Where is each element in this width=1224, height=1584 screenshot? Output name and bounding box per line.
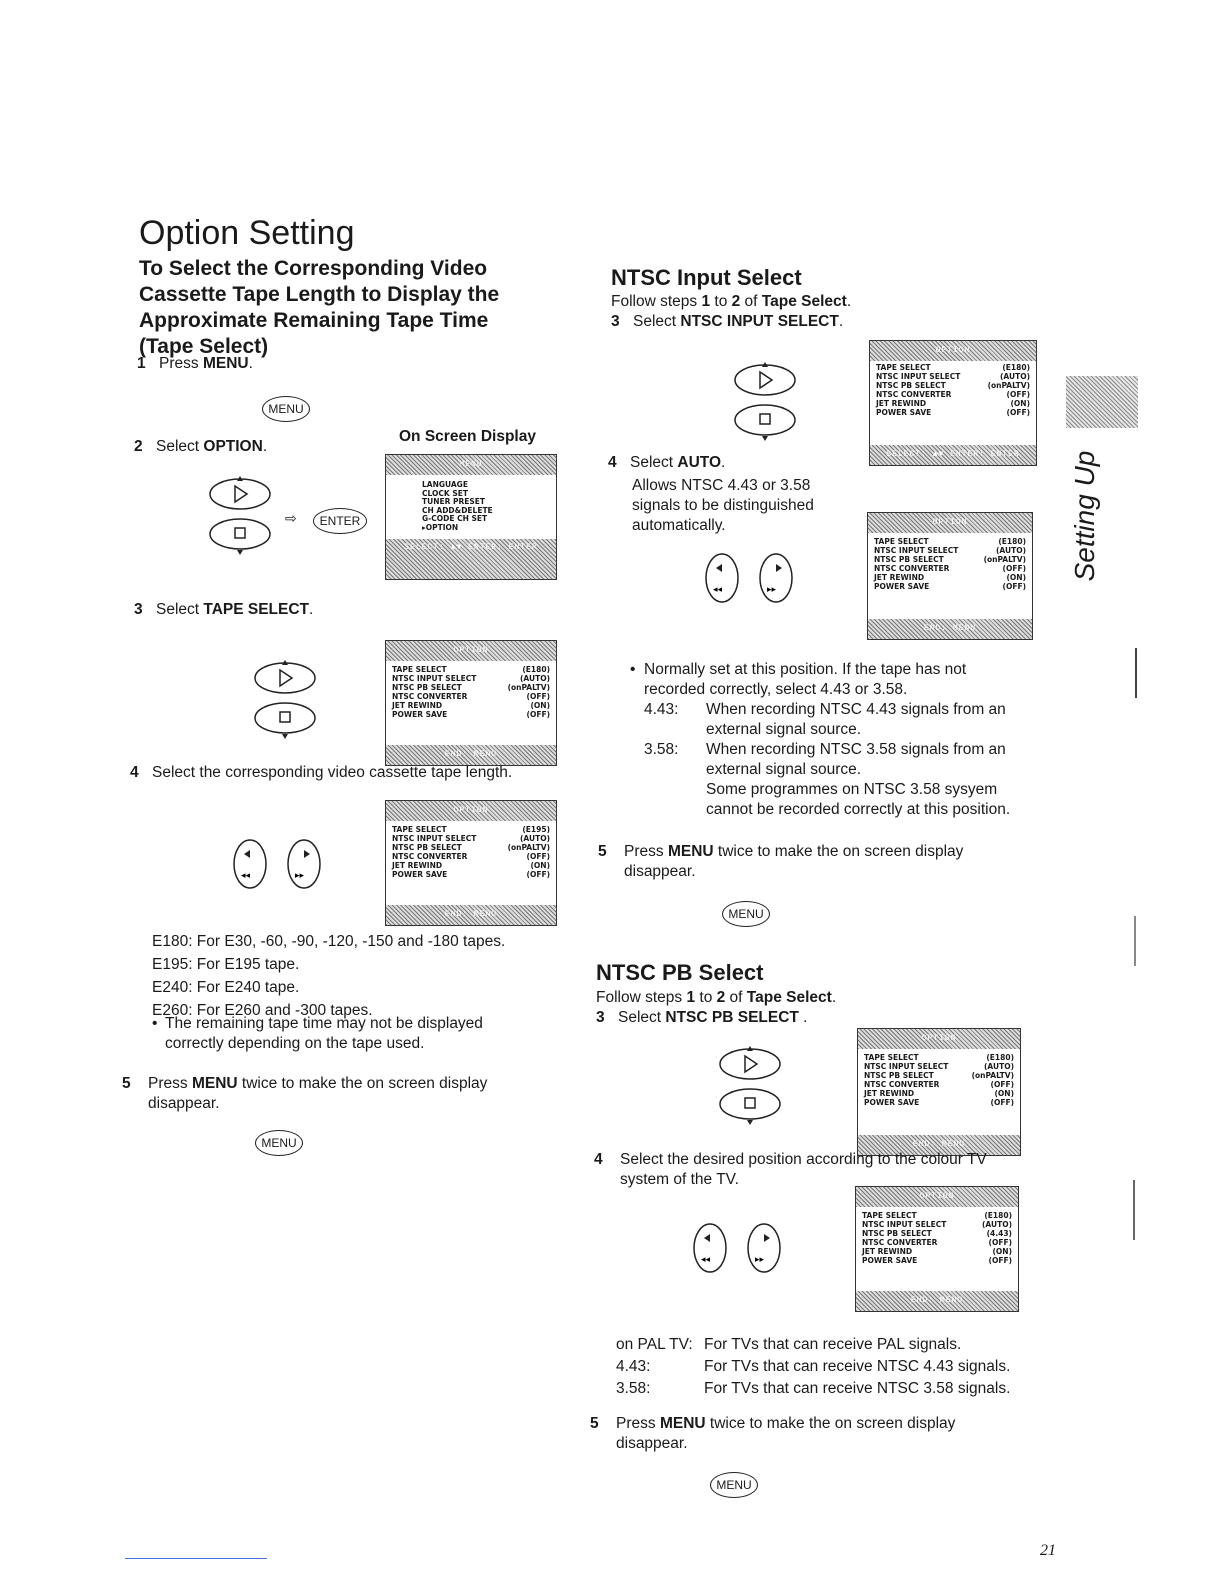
enter-button-icon: ENTER [313, 508, 367, 534]
osd-ntsc-pb-2: OPTION TAPE SELECT (E180) NTSC INPUT SELECT (AUTO) NTSC PB SELECT (4.43) NTSC CONVERTER (OFF) JET REWIND (ON) POWER SAVE (OFF) END: MENU [855, 1186, 1019, 1312]
step-4: 4 Select the desired position according to the colour TV system of the TV. [594, 1151, 987, 1188]
menu-button-icon: MENU [255, 1130, 303, 1156]
up-down-buttons-icon [730, 362, 800, 442]
ntsc-pb-defs: on PAL TV: For TVs that can receive PAL signals. 4.43: For TVs that can receive NTSC 4.43 signals. 3.58: For TVs that can receive NTSC 3.58 signals. [616, 1336, 1011, 1397]
osd-option-tape-length: OPTION TAPE SELECT (E195) NTSC INPUT SELECT (AUTO) NTSC PB SELECT (onPALTV) NTSC CONVERTER (OFF) JET REWIND (ON) POWER SAVE (OFF) END: MENU [385, 800, 557, 926]
step-3: 3 Select NTSC PB SELECT . [596, 1009, 808, 1026]
svg-text:▸▸: ▸▸ [767, 585, 777, 595]
osd-option-tape-select: OPTION TAPE SELECT (E180) NTSC INPUT SELECT (AUTO) NTSC PB SELECT (onPALTV) NTSC CONVERTER (OFF) JET REWIND (ON) POWER SAVE (OFF) END: MENU [385, 640, 557, 766]
menu-button-icon: MENU [710, 1472, 758, 1498]
step-5: 5 Press MENU twice to make the on screen display disappear. [598, 843, 964, 880]
tape-length-list: E180: For E30, -60, -90, -120, -150 and -180 tapes. E195: For E195 tape. E240: For E240 tape. E260: For E260 and -300 tapes. [152, 933, 506, 1019]
step-5: 5 Press MENU twice to make the on screen display disappear. [590, 1415, 956, 1452]
osd-menu-list: LANGUAGE CLOCK SET TUNER PRESET CH ADD&DELETE G-CODE CH SET ▸OPTION [422, 480, 493, 532]
left-right-buttons-icon [688, 1222, 788, 1274]
svg-text:◂◂: ◂◂ [241, 871, 251, 881]
left-right-buttons-icon [700, 552, 800, 604]
section-heading-ntsc-input: NTSC Input Select [611, 265, 802, 290]
section-heading-ntsc-pb: NTSC PB Select [596, 960, 764, 985]
up-down-buttons-icon [715, 1046, 785, 1126]
margin-mark [1133, 1180, 1135, 1240]
step-3: 3 Select TAPE SELECT. [134, 601, 314, 618]
auto-description: Allows NTSC 4.43 or 3.58 signals to be distinguished automatically. [632, 477, 814, 534]
page-number: 21 [1040, 1542, 1056, 1559]
tape-note: • The remaining tape time may not be displayed correctly depending on the tape used. [152, 1015, 483, 1052]
step-4: 4 Select the corresponding video cassette tape length. [130, 764, 513, 781]
up-down-buttons-icon [250, 660, 320, 740]
osd-main-menu: MENU LANGUAGE CLOCK SET TUNER PRESET CH ADD&DELETE G-CODE CH SET ▸OPTION SELECT: ▲▼ ENTER: ENTER [385, 454, 557, 580]
ntsc-input-defs: 4.43: When recording NTSC 4.43 signals from an external signal source. 3.58: When recording NTSC 3.58 signals from an external signal source. Some programmes on NTSC 3.58 sysyem cannot be recorded correctly at this position. [644, 701, 1011, 818]
svg-text:▸▸: ▸▸ [295, 871, 305, 881]
step-3: 3 Select NTSC INPUT SELECT. [611, 313, 844, 330]
left-right-buttons-icon [228, 838, 328, 890]
osd-ntsc-pb-1: OPTION TAPE SELECT (E180) NTSC INPUT SELECT (AUTO) NTSC PB SELECT (onPALTV) NTSC CONVERTER (OFF) JET REWIND (ON) POWER SAVE (OFF) END: MENU [857, 1028, 1021, 1156]
section-heading-tape-select: To Select the Corresponding Video Cassette Tape Length to Display the Approximate Remaining Tape Time (Tape Select) [139, 257, 500, 358]
side-tab-label: Setting Up [1069, 450, 1100, 582]
step-1: 1 Press MENU. [137, 355, 253, 372]
step-4: 4 Select AUTO. [608, 454, 726, 471]
menu-button-icon: MENU [722, 901, 770, 927]
side-tab-label-wrap [1060, 440, 1110, 600]
step-2: 2 Select OPTION. [134, 438, 268, 455]
svg-text:▸▸: ▸▸ [755, 1255, 765, 1265]
margin-mark [1135, 648, 1137, 698]
margin-mark [1134, 916, 1136, 966]
follow-steps: Follow steps 1 to 2 of Tape Select. [611, 293, 852, 310]
osd-ntsc-input-1: OPTION TAPE SELECT (E180) NTSC INPUT SELECT (AUTO) NTSC PB SELECT (onPALTV) NTSC CONVERTER (OFF) JET REWIND (ON) POWER SAVE (OFF) SELECT: ▲▼ ENTER: ENTER [869, 340, 1037, 466]
step-5: 5 Press MENU twice to make the on screen display disappear. [122, 1075, 488, 1112]
on-screen-display-label: On Screen Display [399, 428, 536, 445]
osd-ntsc-input-2: OPTION TAPE SELECT (E180) NTSC INPUT SELECT (AUTO) NTSC PB SELECT (onPALTV) NTSC CONVERTER (OFF) JET REWIND (ON) POWER SAVE (OFF) END: MENU [867, 512, 1033, 640]
up-down-buttons-icon [205, 476, 275, 556]
footer-rule [125, 1558, 267, 1559]
svg-text:◂◂: ◂◂ [701, 1255, 711, 1265]
side-tab-shading [1066, 376, 1138, 428]
menu-button-icon: MENU [262, 396, 310, 422]
svg-text:◂◂: ◂◂ [713, 585, 723, 595]
ntsc-input-note: • Normally set at this position. If the tape has not recorded correctly, select 4.43 or 3.58. [630, 661, 967, 698]
follow-steps: Follow steps 1 to 2 of Tape Select. [596, 989, 837, 1006]
arrow-right-icon: ⇨ [285, 510, 297, 526]
page-title: Option Setting [139, 214, 355, 252]
